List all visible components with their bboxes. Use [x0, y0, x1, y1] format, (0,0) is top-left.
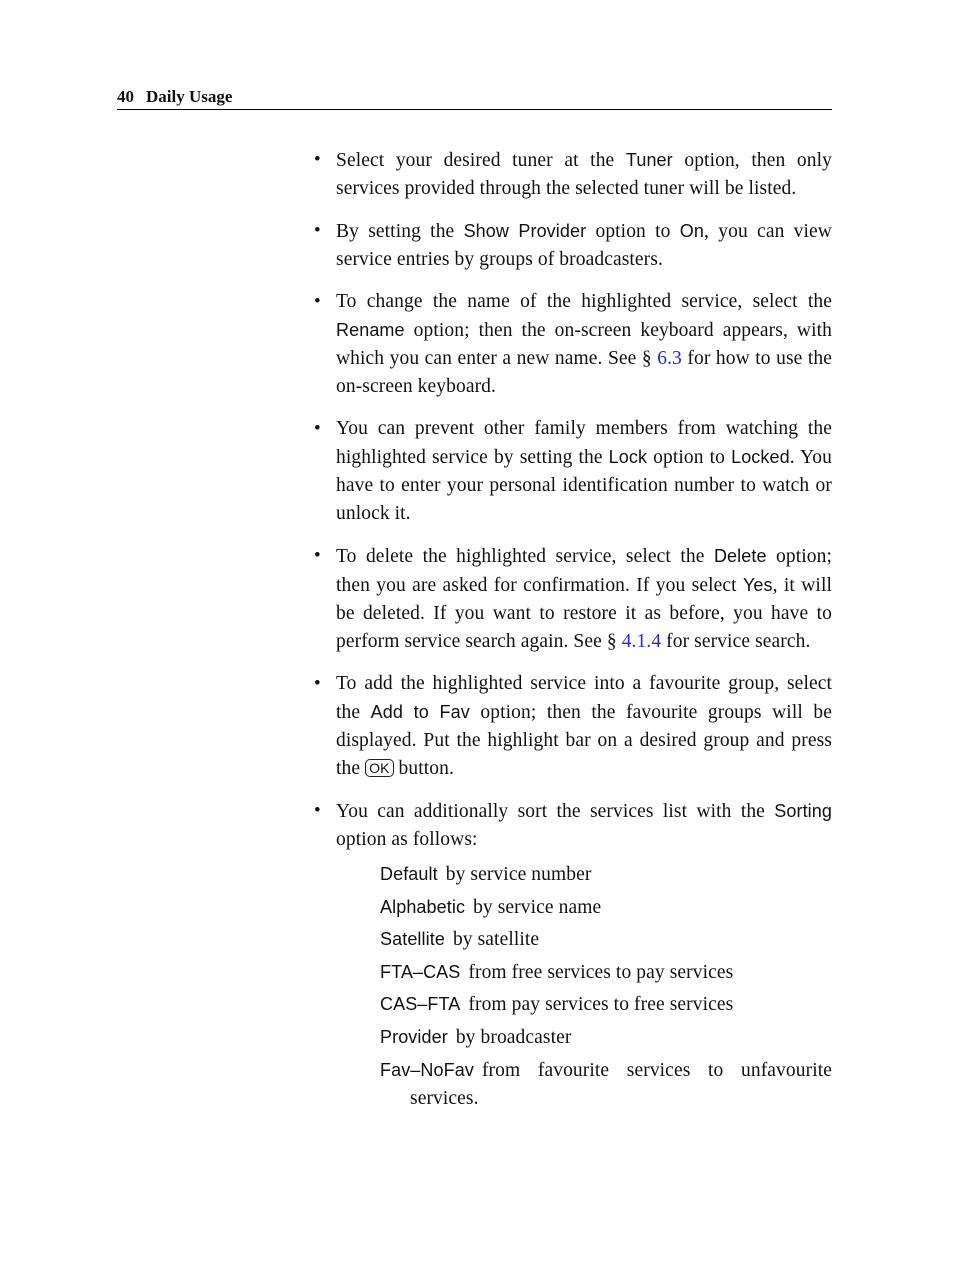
text: To add the highlighted service into a favourite group, select the: [336, 673, 832, 723]
sorting-option-desc: from favourite services to unfavourite services.: [410, 1059, 832, 1109]
text: option as follows:: [336, 829, 478, 850]
text: option; then the favourite groups will be displayed. Put the highlight bar on a desired group and press the: [336, 702, 832, 779]
list-item-tuner: [313, 146, 832, 203]
sorting-option-desc: by service name: [473, 896, 602, 918]
text: option; then you are asked for confirmation. If you select: [336, 546, 832, 596]
sorting-option-name: Fav–NoFav: [380, 1059, 474, 1080]
list-item-delete: [313, 542, 832, 656]
sorting-option: [380, 893, 832, 922]
ok-button-glyph: OK: [365, 759, 393, 777]
sorting-option: [380, 925, 832, 954]
bullet-list: [313, 146, 832, 1113]
option-name: Sorting: [774, 801, 832, 821]
list-item-lock: [313, 415, 832, 528]
list-item-show-provider: [313, 217, 832, 274]
sorting-option-name: Satellite: [380, 929, 445, 950]
option-value: Yes: [742, 575, 773, 595]
sorting-option: [380, 958, 832, 987]
text: for service search.: [661, 631, 811, 652]
page-number: 40: [117, 87, 134, 106]
section-title: Daily Usage: [146, 87, 233, 106]
text: option, then only services provided through the selected tuner will be listed.: [336, 150, 832, 199]
text: for how to use the on-screen keyboard.: [336, 348, 832, 397]
sorting-option: [380, 1023, 832, 1052]
sorting-option-name: FTA–CAS: [380, 961, 461, 982]
sorting-option: [380, 990, 832, 1019]
section-link[interactable]: 6.3: [657, 348, 682, 369]
text: By setting the: [336, 221, 464, 242]
option-name: Show Provider: [463, 221, 587, 241]
option-name: Lock: [608, 447, 648, 467]
sorting-option-name: CAS–FTA: [380, 994, 461, 1015]
option-value: On: [679, 221, 705, 241]
text: To delete the highlighted service, select the: [336, 546, 714, 567]
section-link[interactable]: 4.1.4: [621, 631, 662, 652]
option-name: Delete: [713, 546, 767, 566]
text: . You have to enter your personal identification number to watch or unlock it.: [336, 447, 832, 524]
sorting-option-name: Provider: [380, 1026, 448, 1047]
text: To change the name of the highlighted service, select the: [336, 291, 832, 312]
list-item-sorting: [313, 797, 832, 1113]
sorting-options-list: [380, 860, 832, 1113]
sorting-option-desc: by satellite: [452, 929, 540, 951]
text: option to: [586, 221, 680, 242]
list-item-rename: [313, 288, 832, 401]
text: button.: [393, 758, 454, 779]
text: , you can view service entries by groups of broadcasters.: [336, 221, 832, 270]
sorting-option-desc: from pay services to free services: [468, 994, 734, 1016]
page-header: [117, 87, 832, 110]
sorting-option: [380, 1056, 832, 1113]
text: option to: [647, 447, 732, 468]
text: You can additionally sort the services list with the: [336, 801, 775, 822]
option-name: Add to Fav: [370, 702, 470, 722]
text: You can prevent other family members from watching the highlighted service by setting the: [336, 418, 832, 468]
text: , it will be deleted. If you want to restore it as before, you have to perform service search again. See §: [336, 575, 832, 652]
text: option; then the on-screen keyboard appears, with which you can enter a new name. See §: [336, 320, 832, 369]
sorting-option-desc: from free services to pay services: [468, 961, 734, 983]
sorting-option-desc: by broadcaster: [455, 1026, 572, 1048]
option-value: Locked: [731, 447, 790, 467]
option-name: Tuner: [625, 150, 673, 170]
sorting-option-name: Default: [380, 864, 438, 884]
main-content: [313, 146, 832, 1127]
list-item-add-to-fav: [313, 670, 832, 783]
option-name: Rename: [336, 320, 405, 340]
sorting-option: [380, 860, 832, 889]
sorting-option-desc: by service number: [445, 864, 592, 885]
sorting-option-name: Alphabetic: [380, 896, 466, 917]
text: Select your desired tuner at the: [336, 150, 626, 171]
